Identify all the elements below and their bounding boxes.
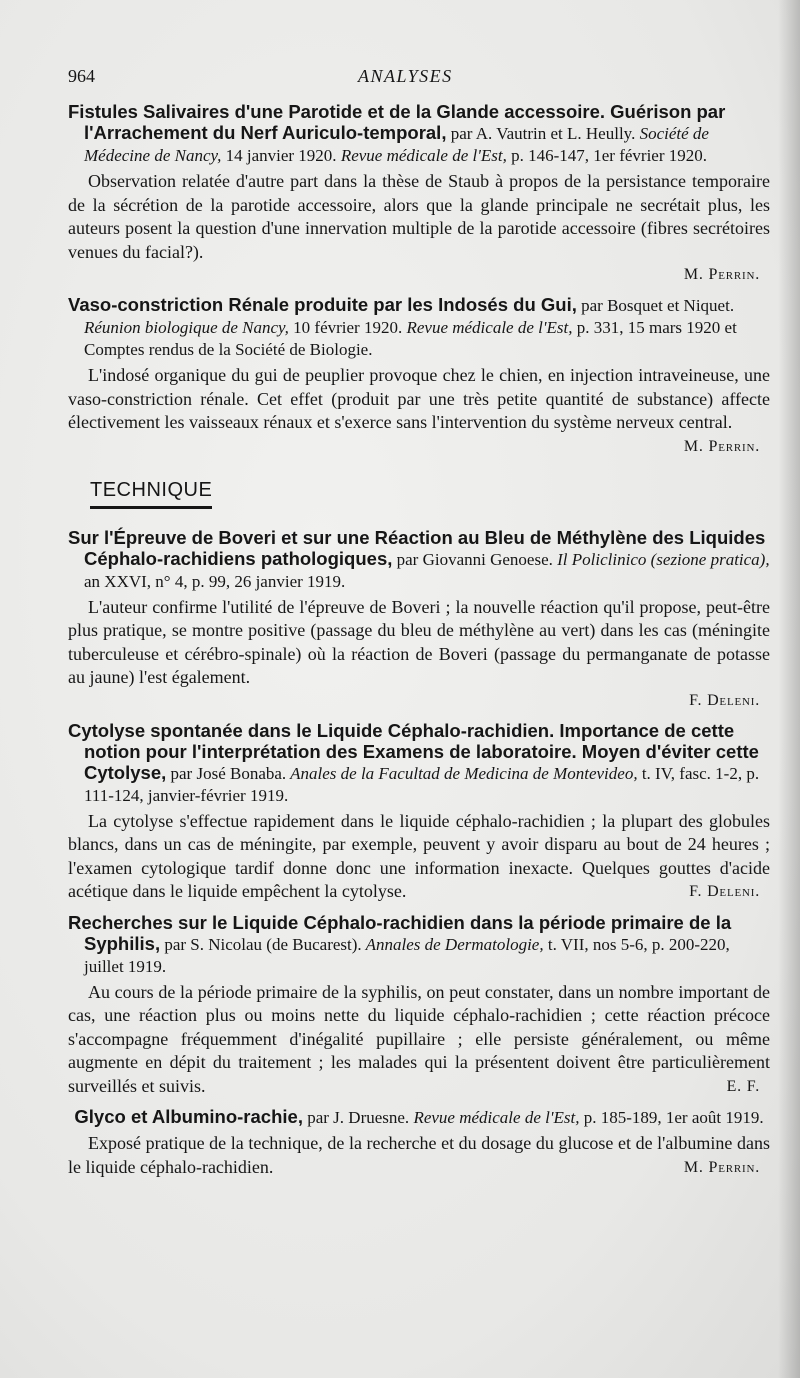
entry-body: L'auteur confirme l'utilité de l'épreuve de Boveri ; la nouvelle réaction qu'il propose, peut-être plus pratique, se montre positive (passage du bleu de méthylène au vert) dans les cas (méningite tuberculeuse et cérébro-spinale) où la réaction de Boveri (passage du permanganate de potasse au jaune) l'est également.: [68, 596, 770, 687]
abstract-entry: [68, 527, 770, 712]
entry-body: Au cours de la période primaire de la syphilis, on peut constater, dans un nombre important de cas, une réaction plus ou moins nette du liquide céphalo-rachidien ; cette réaction précoce s'accompagne fréquemment d'inégalité pupillaire ; elle persiste généralement, ou même augmente en dépit du traitement ; les malades qui la présentent doivent être particulièrement surveillés et suivis. E. F.: [68, 981, 770, 1099]
page-spine-shadow: [778, 0, 800, 1378]
entry-title: Fistules Salivaires d'une Parotide et de la Glande accessoire. Guérison par l'Arrachement du Nerf Auriculo-temporal, par A. Vautrin et L. Heully. Société de Médecine de Nancy, 14 janvier 1920. Revue médicale de l'Est, p. 146-147, 1er février 1920.: [68, 101, 726, 165]
entry-signature: M. Perrin.: [683, 266, 760, 283]
entry-body: Exposé pratique de la technique, de la recherche et du dosage du glucose et de l'albumine dans le liquide céphalo-rachidien. M. Perrin.: [68, 1132, 770, 1179]
entry-title: Cytolyse spontanée dans le Liquide Céphalo-rachidien. Importance de cette notion pour l'interprétation des Examens de laboratoire. Moyen d'éviter cette Cytolyse, par José Bonaba. Anales de la Facultad de Medicina de Montevideo, t. IV, fasc. 1-2, p. 111-124, janvier-février 1919.: [68, 719, 760, 805]
entry-signature: E. F.: [726, 1077, 760, 1095]
entry-signature: F. Deleni.: [689, 691, 760, 709]
entry-reference: par Bosquet et Niquet. Réunion biologique de Nancy, 10 février 1920. Revue médicale de l'Est, p. 331, 15 mars 1920 et Comptes rendus de la Société de Biologie.: [84, 296, 737, 359]
entry-title: Vaso-constriction Rénale produite par les Indosés du Gui, par Bosquet et Niquet. Réunion biologique de Nancy, 10 février 1920. Revue médicale de l'Est, p. 331, 15 mars 1920 et Comptes rendus de la Société de Biologie.: [68, 294, 737, 359]
page-number: 964: [68, 66, 95, 86]
abstract-entry: [68, 294, 770, 455]
entry-reference: par J. Druesne. Revue médicale de l'Est, p. 185-189, 1er août 1919.: [302, 1108, 764, 1127]
entry-reference: par José Bonaba. Anales de la Facultad de Medicina de Montevideo, t. IV, fasc. 1-2, p. 111-124, janvier-février 1919.: [84, 763, 760, 805]
abstract-entry: [68, 912, 770, 1099]
section-heading: TECHNIQUE: [90, 479, 212, 509]
abstract-entry: [68, 720, 770, 904]
entry-reference: par S. Nicolau (de Bucarest). Annales de Dermatologie, t. VII, nos 5-6, p. 200-220, juillet 1919.: [84, 934, 730, 976]
entry-signature: M. Perrin.: [683, 1158, 760, 1176]
abstract-entry: [68, 101, 770, 286]
entry-signature: F. Deleni.: [689, 883, 760, 900]
entry-title: Sur l'Épreuve de Boveri et sur une Réaction au Bleu de Méthylène des Liquides Céphalo-rachidiens pathologiques, par Giovanni Genoese. Il Policlinico (sezione pratica), an XXVI, n° 4, p. 99, 26 janvier 1919.: [68, 526, 770, 591]
entry-reference: par Giovanni Genoese. Il Policlinico (sezione pratica), an XXVI, n° 4, p. 99, 26 janvier 1919.: [84, 549, 770, 591]
entry-body: La cytolyse s'effectue rapidement dans le liquide céphalo-rachidien ; la plupart des globules blancs, dans un cas de méningite, par exemple, peuvent y avoir disparu au bout de 24 heures ; l'examen cytologique tardif donne donc une information inexacte. Quelques gouttes d'acide acétique dans le liquide empêchent la cytolyse. F. Deleni.: [68, 810, 770, 904]
entry-signature: M. Perrin.: [683, 437, 760, 455]
running-title: ANALYSES: [358, 66, 453, 86]
page-header: [68, 66, 770, 87]
entry-body: Observation relatée d'autre part dans la thèse de Staub à propos de la persistance temporaire de la sécrétion de la parotide accessoire, alors que la glande principale ne secrétait plus, les auteurs posent la question d'une innervation multiple de la parotide accessoire (fibres secrétoires venues du facial?).: [68, 171, 770, 262]
entry-body: L'indosé organique du gui de peuplier provoque chez le chien, en injection intraveineuse, une vaso-constriction rénale. Cet effet (produit par une très petite quantité de substance) affecte électivement les vaisseaux rénaux et s'exerce sans l'intervention du système nerveux central. M. Perrin.: [68, 364, 770, 435]
entry-title: Glyco et Albumino-rachie, par J. Druesne. Revue médicale de l'Est, p. 185-189, 1er août 1919.: [74, 1106, 764, 1127]
entry-reference: par A. Vautrin et L. Heully. Société de Médecine de Nancy, 14 janvier 1920. Revue médicale de l'Est, p. 146-147, 1er février 1920.: [84, 124, 709, 165]
entry-title: Recherches sur le Liquide Céphalo-rachidien dans la période primaire de la Syphilis, par S. Nicolau (de Bucarest). Annales de Dermatologie, t. VII, nos 5-6, p. 200-220, juillet 1919.: [68, 911, 732, 976]
abstract-entry: [68, 1106, 770, 1179]
